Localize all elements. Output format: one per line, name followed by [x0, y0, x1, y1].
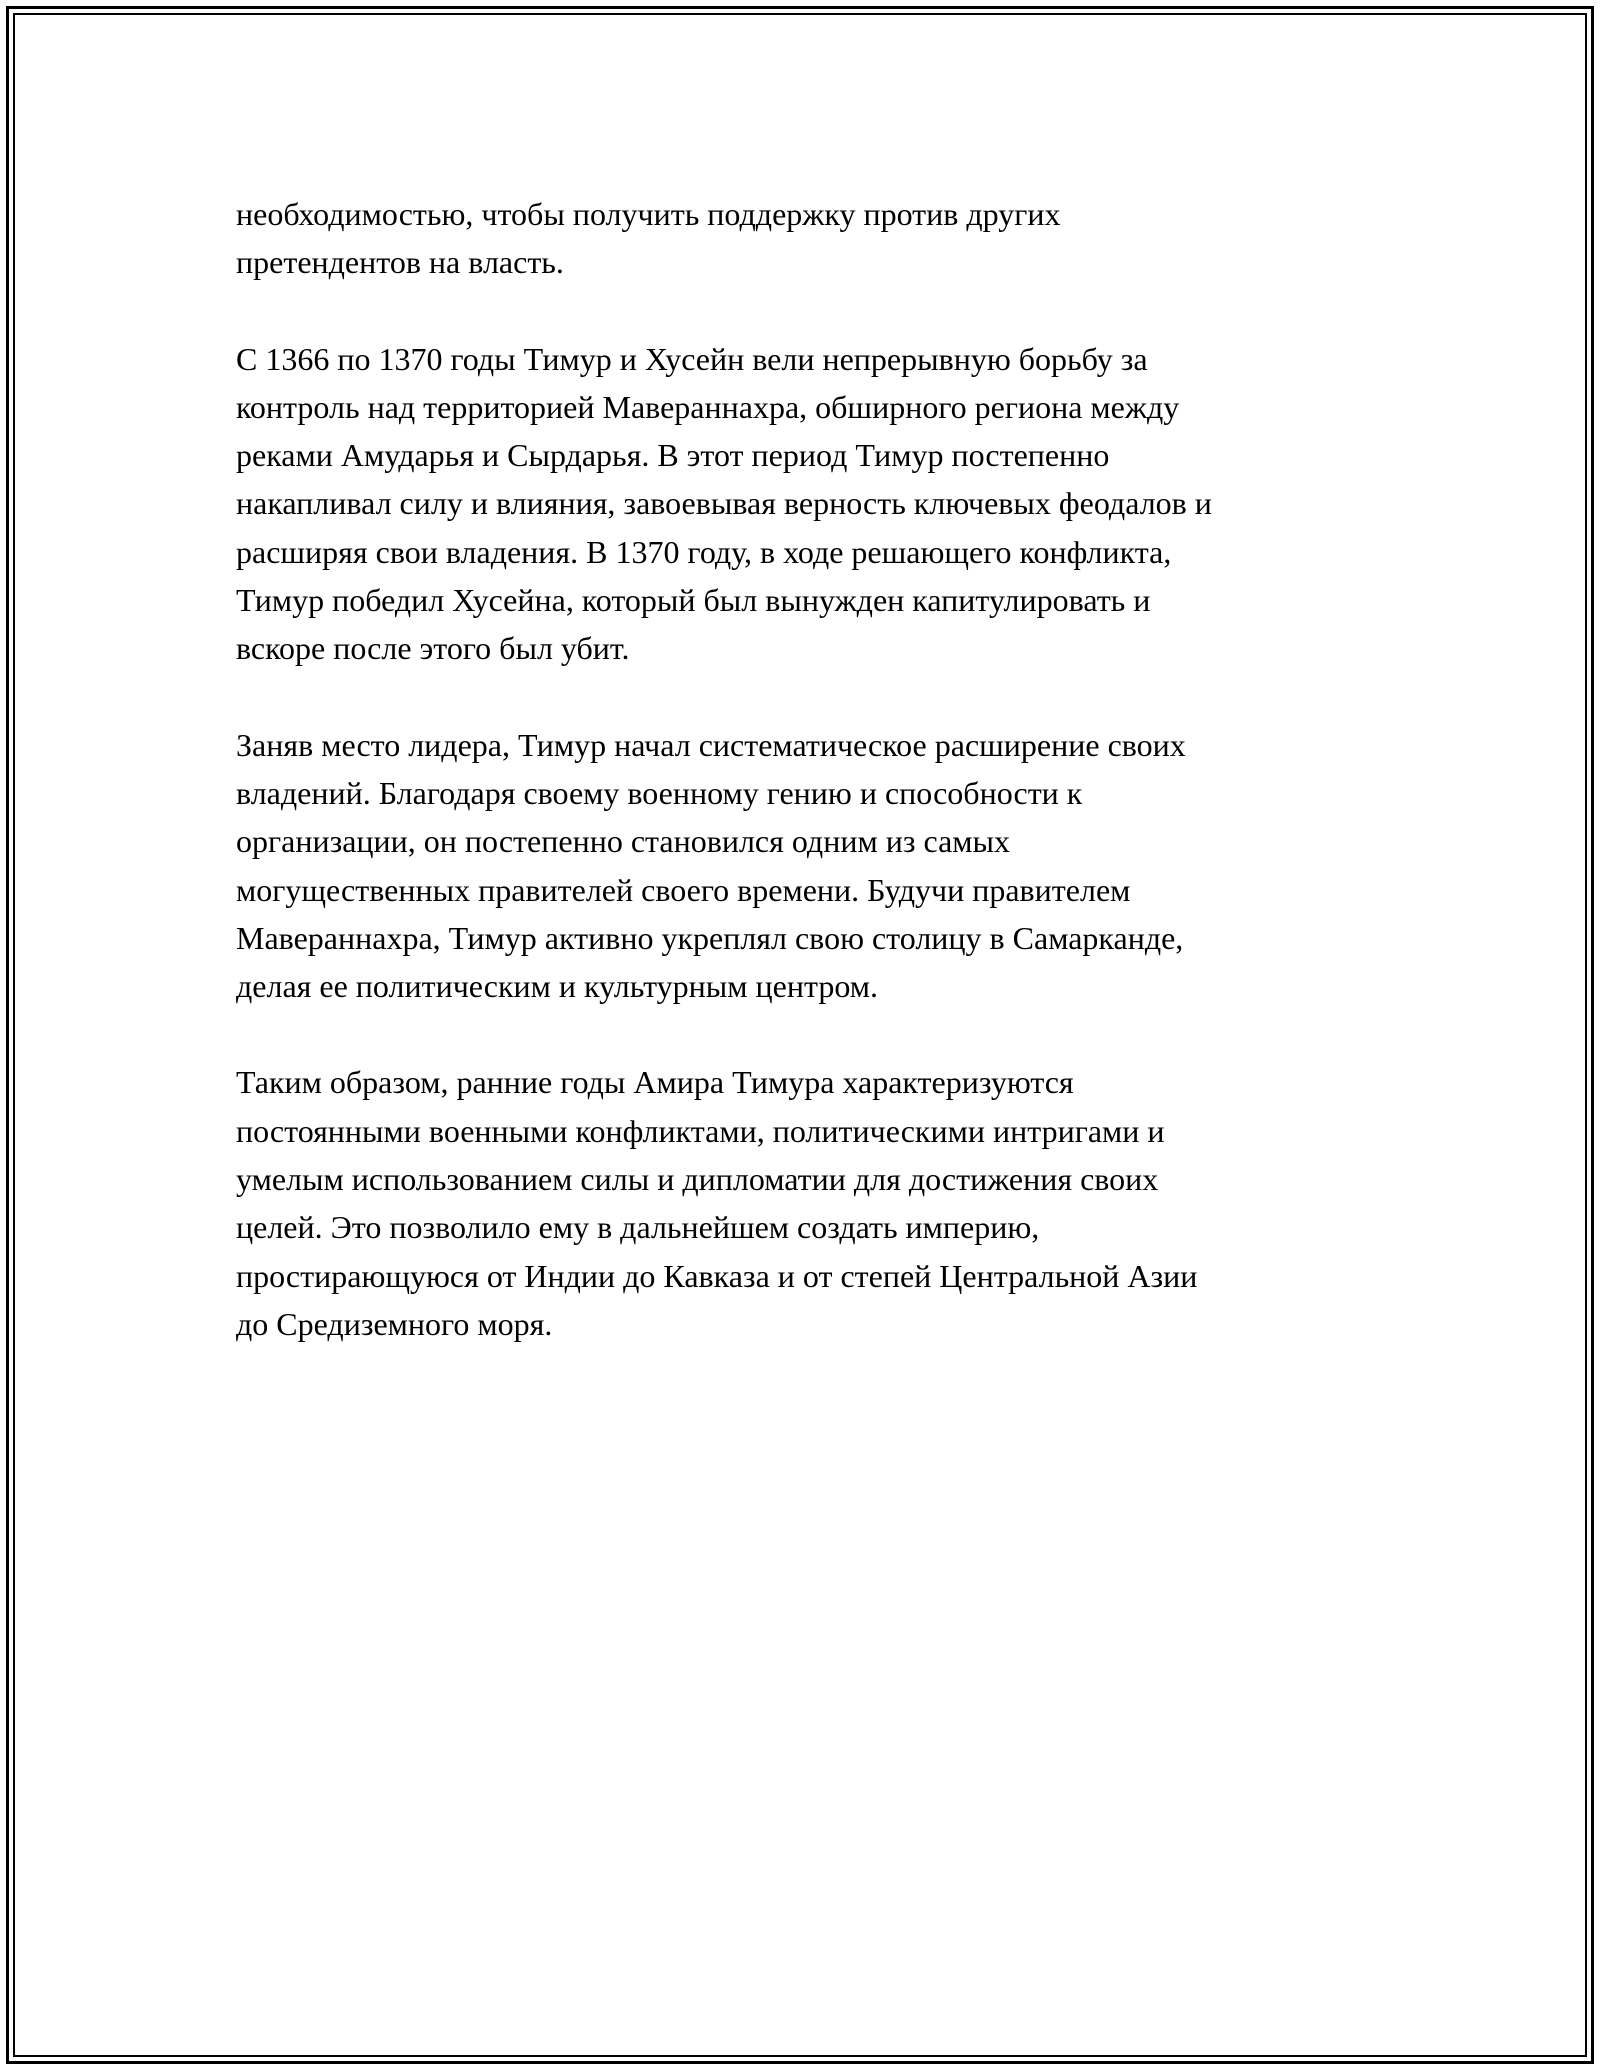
paragraph-2: С 1366 по 1370 годы Тимур и Хусейн вели непрерывную борьбу за контроль над территорией Мавераннахра, обширного региона между реками Амударья и Сырдарья. В этот период Тимур постепенно накапливал силу и влияния, завоевывая верность ключевых феодалов и расширяя свои владения. В 1370 году, в ходе решающего конфликта, Тимур победил Хусейна, который был вынужден капитулировать и вскоре после этого был убит.	[236, 340, 1212, 667]
paragraph-1: необходимостью, чтобы получить поддержку против других претендентов на власть.	[236, 196, 1061, 281]
document-body	[236, 190, 1366, 1396]
paragraph-4: Таким образом, ранние годы Амира Тимура характеризуются постоянными военными конфликтами, политическими интригами и умелым использованием силы и дипломатии для достижения своих целей. Это позволило ему в дальнейшем создать империю, простирающуюся от Индии до Кавказа и от степей Центральной Азии до Средиземного моря.	[236, 1064, 1198, 1342]
paragraph-3: Заняв место лидера, Тимур начал систематическое расширение своих владений. Благодаря своему военному гению и способности к организации, он постепенно становился одним из самых могущественных правителей своего времени. Будучи правителем Мавераннахра, Тимур активно укреплял свою столицу в Самарканде, делая ее политическим и культурным центром.	[236, 726, 1186, 1005]
